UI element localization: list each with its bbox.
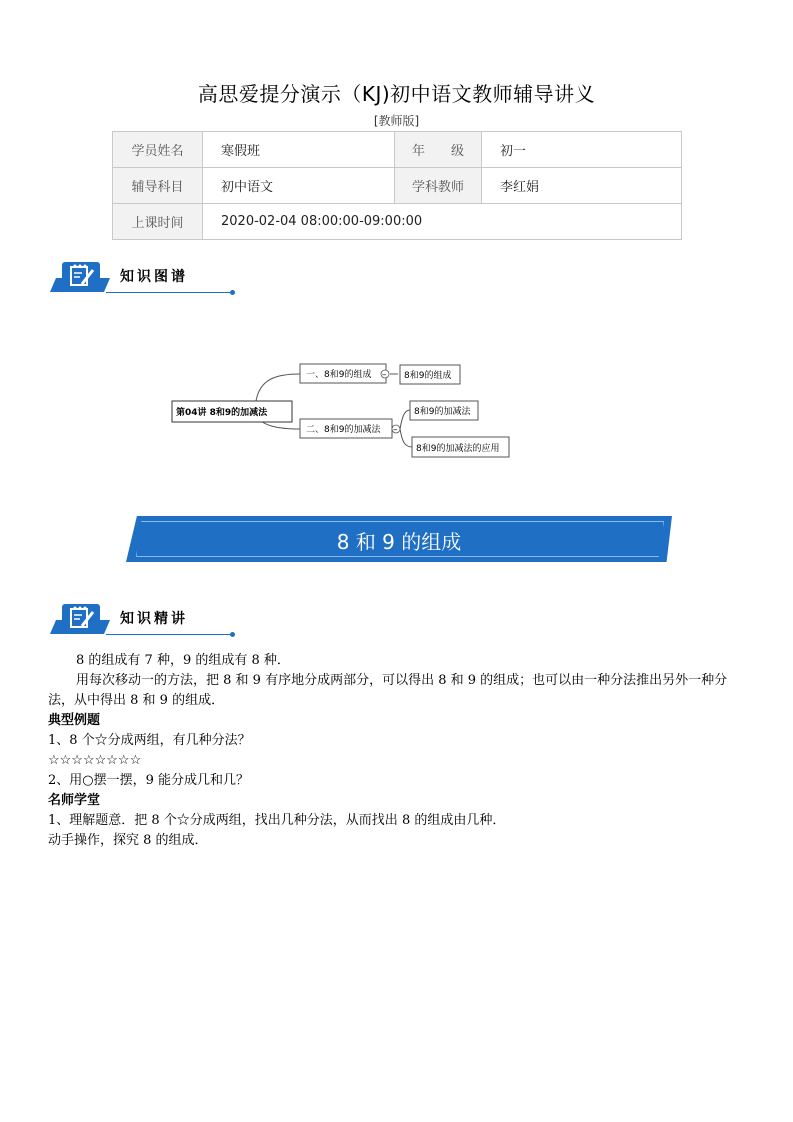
question: 2、用○摆一摆，9 能分成几和几？ bbox=[48, 773, 250, 788]
collapse-symbol: – bbox=[393, 425, 398, 435]
value-subject: 初中语文 bbox=[203, 168, 395, 204]
mindmap-branch2-label: 二、8和9的加减法 bbox=[306, 425, 381, 435]
value-student-name: 寒假班 bbox=[203, 132, 395, 168]
stars-row: ☆☆☆☆☆☆☆☆ bbox=[48, 753, 142, 768]
topic-banner bbox=[126, 516, 672, 562]
mindmap-branch1-label: 一、8和9的组成 bbox=[306, 370, 372, 380]
notepad-pencil-icon bbox=[62, 604, 100, 632]
heading-examples: 典型例题 bbox=[48, 713, 101, 728]
student-info-table bbox=[112, 131, 682, 240]
section-header-knowledge-explanation bbox=[50, 600, 235, 644]
section-header-knowledge-map bbox=[50, 258, 235, 302]
answer: 动手操作，探究 8 的组成． bbox=[48, 833, 208, 848]
label-subject: 辅导科目 bbox=[113, 168, 203, 204]
table-row bbox=[113, 132, 682, 168]
mindmap-branch2-child2-label: 8和9的加减法的应用 bbox=[416, 444, 500, 454]
paragraph: 用每次移动一的方法，把 8 和 9 有序地分成两部分，可以得出 8 和 9 的组成；也可以由一种分法推出另外一种分法，从中得出 8 和 9 的组成． bbox=[48, 673, 728, 708]
label-teacher: 学科教师 bbox=[395, 168, 482, 204]
section-title: 知识图谱 bbox=[120, 269, 188, 285]
document-title: 高思爱提分演示（KJ)初中语文教师辅导讲义 bbox=[197, 82, 596, 106]
value-teacher: 李红娟 bbox=[482, 168, 682, 204]
edition-label: [教师版] bbox=[373, 114, 420, 128]
mind-map bbox=[168, 358, 518, 466]
question: 1、8 个☆分成两组，有几种分法？ bbox=[48, 733, 251, 748]
collapse-symbol: – bbox=[382, 370, 387, 380]
mindmap-branch1-child-label: 8和9的组成 bbox=[404, 371, 452, 381]
mindmap-branch2-child1-label: 8和9的加减法 bbox=[414, 407, 471, 417]
table-row bbox=[113, 204, 682, 240]
notepad-pencil-icon bbox=[62, 262, 100, 290]
answer: 1、理解题意．把 8 个☆分成两组，找出几种分法，从而找出 8 的组成由几种． bbox=[48, 813, 506, 828]
mindmap-root-label: 第04讲 8和9的加减法 bbox=[176, 408, 268, 418]
section-title: 知识精讲 bbox=[120, 611, 188, 627]
label-class-time: 上课时间 bbox=[113, 204, 203, 240]
label-student-name: 学员姓名 bbox=[113, 132, 203, 168]
table-row bbox=[113, 168, 682, 204]
value-grade: 初一 bbox=[482, 132, 682, 168]
heading-teacher-notes: 名师学堂 bbox=[48, 793, 101, 808]
label-grade: 年 级 bbox=[395, 132, 482, 168]
banner-title: 8 和 9 的组成 bbox=[336, 530, 462, 554]
lesson-content bbox=[48, 651, 748, 851]
value-class-time: 2020-02-04 08:00:00-09:00:00 bbox=[203, 204, 682, 240]
paragraph: 8 的组成有 7 种，9 的组成有 8 种． bbox=[76, 653, 290, 668]
